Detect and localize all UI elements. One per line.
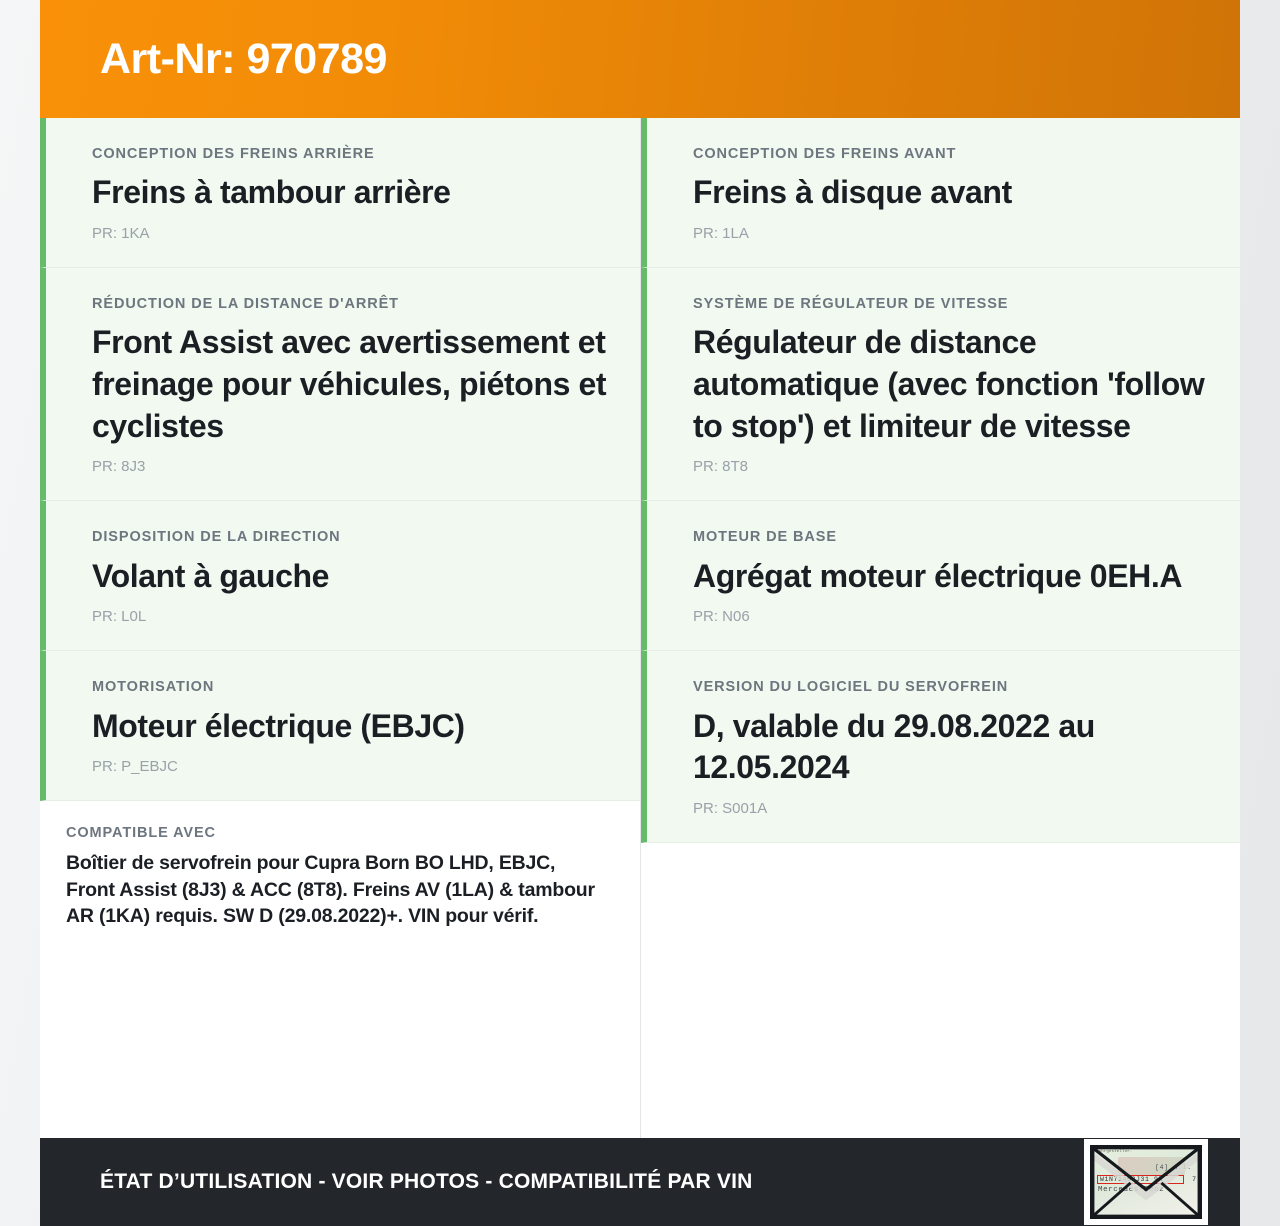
envelope-icon-svg	[1092, 1147, 1200, 1217]
spec-label: CONCEPTION DES FREINS AVANT	[693, 146, 957, 162]
compatibility-section	[40, 801, 640, 950]
spec-columns	[40, 118, 1240, 1138]
product-info-card	[40, 0, 1240, 1226]
vin-envelope-badge[interactable]	[1084, 1139, 1208, 1225]
right-column	[640, 118, 1240, 1138]
spec-label: SYSTÈME DE RÉGULATEUR DE VITESSE	[693, 295, 1009, 312]
article-number-title: Art-Nr: 970789	[100, 34, 387, 83]
vin-document-heading: Fahrgestellnr.	[1096, 1150, 1133, 1154]
spec-label: RÉDUCTION DE LA DISTANCE D'ARRÊT	[92, 295, 399, 312]
spec-label: VERSION DU LOGICIEL DU SERVOFREIN	[693, 679, 1009, 696]
compatibility-text: Boîtier de servofrein pour Cupra Born BO LHD, EBJC, Front Assist (8J3) & ACC (8T8). Freins AV (1LA) & tambour AR (1KA) requis. SW D (29.08.2022)+. VIN pour vérif.	[66, 852, 595, 928]
vin-number: W1N71463J31 9R	[1100, 1176, 1164, 1183]
spec-card[interactable]	[40, 268, 640, 501]
spec-title: Freins à tambour arrière	[92, 174, 451, 211]
compatibility-label: COMPATIBLE AVEC	[66, 825, 216, 842]
spec-pr-code: PR: 8T8	[693, 458, 749, 476]
spec-card[interactable]	[641, 651, 1240, 843]
spec-title: Moteur électrique (EBJC)	[92, 707, 465, 744]
spec-title: Volant à gauche	[92, 557, 330, 594]
spec-pr-code: PR: 1LA	[693, 224, 749, 242]
footer-bar	[40, 1138, 1240, 1226]
spec-label: DISPOSITION DE LA DIRECTION	[92, 529, 341, 546]
spec-pr-code: PR: 8J3	[92, 458, 146, 476]
spec-title: Front Assist avec avertissement et freinage pour véhicules, piétons et cyclistes	[92, 324, 607, 444]
envelope-icon	[1092, 1147, 1200, 1217]
right-column-filler	[641, 843, 1240, 1138]
vin-document-codes: [4] A.I.	[1155, 1163, 1192, 1171]
left-column	[40, 118, 640, 1138]
spec-label: MOTEUR DE BASE	[693, 529, 837, 546]
vin-brand: Mercedes-Benz	[1098, 1186, 1165, 1195]
spec-label: MOTORISATION	[92, 679, 215, 696]
spec-card[interactable]	[40, 118, 640, 268]
spec-pr-code: PR: N06	[693, 608, 750, 626]
spec-card[interactable]	[641, 118, 1240, 268]
spec-pr-code: PR: S001A	[693, 799, 768, 817]
footer-notice: ÉTAT D’UTILISATION - VOIR PHOTOS - COMPATIBILITÉ PAR VIN	[100, 1170, 753, 1193]
spec-card[interactable]	[641, 501, 1240, 651]
spec-card[interactable]	[40, 501, 640, 651]
spec-label: CONCEPTION DES FREINS ARRIÈRE	[92, 146, 375, 162]
spec-title: Régulateur de distance automatique (avec fonction 'follow to stop') et limiteur de vitesse	[693, 324, 1205, 444]
spec-pr-code: PR: L0L	[92, 608, 147, 626]
vin-document	[1090, 1145, 1202, 1219]
left-column-filler	[40, 950, 640, 1138]
spec-card[interactable]	[641, 268, 1240, 501]
spec-pr-code: PR: P_EBJC	[92, 758, 178, 776]
spec-card[interactable]	[40, 651, 640, 801]
header-bar	[40, 0, 1240, 118]
spec-title: Agrégat moteur électrique 0EH.A	[693, 557, 1183, 594]
spec-pr-code: PR: 1KA	[92, 224, 150, 242]
vin-number-tail: 7	[1192, 1175, 1196, 1183]
spec-title: D, valable du 29.08.2022 au 12.05.2024	[693, 707, 1095, 786]
spec-title: Freins à disque avant	[693, 174, 1012, 211]
